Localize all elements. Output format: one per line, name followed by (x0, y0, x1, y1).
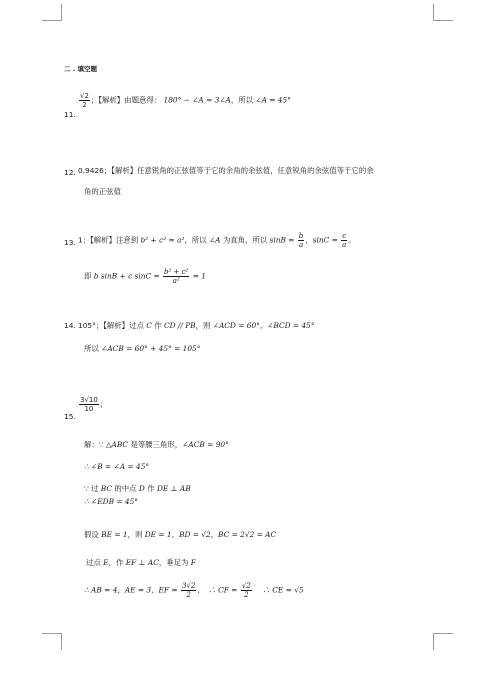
q11-result: ∠A = 45° (255, 95, 291, 105)
q14-angles: ∠ACD = 60°，∠BCD = 45° (212, 321, 315, 330)
q15-l5-intro: 假设 (84, 530, 102, 539)
q15-l7-cf: ， ∴ CF = (197, 585, 238, 595)
q14-connector-2: ，则 (195, 321, 213, 330)
crop-mark-top-right-vertical (433, 4, 434, 21)
q15-l6-intro: 过点 (86, 558, 104, 567)
q15-answer-denominator: 10 (84, 405, 94, 413)
q13-number: 13. (64, 238, 76, 247)
q11-answer-numerator: √2 (80, 92, 89, 100)
q15-l7-fraction-ef (181, 582, 196, 599)
q14-number: 14. (64, 321, 76, 330)
q13-frac3-num: b² + c² (164, 268, 189, 276)
q15-l7-ce: ∴ CE = √5 (255, 585, 304, 595)
q13-angle-a: ∠A (208, 235, 221, 245)
q15-l7-f1-den: 2 (186, 591, 191, 599)
q13-connector-1: ，所以 (184, 235, 209, 245)
q13-frac2-den: a (342, 241, 347, 249)
q13-sinc: sinC = (312, 235, 338, 245)
q15-l6-e: E (103, 558, 109, 567)
q13-fraction-sum (163, 268, 189, 285)
crop-mark-bottom-right-horizontal (433, 633, 453, 634)
q13-line-2 (84, 268, 206, 285)
q15-l7-f1-num: 3√2 (181, 582, 196, 590)
q15-l3-text2: 作 (144, 484, 157, 493)
q15-answer-tail: ； (99, 399, 108, 409)
q13-intro: 1；【解析】注意到 (78, 235, 141, 245)
q13-frac1-den: a (298, 241, 304, 249)
q13-line2-equation: b sinB + c sinC = (93, 271, 160, 281)
q13-fraction-b-over-a (298, 232, 304, 249)
q15-number: 15. (64, 412, 76, 421)
q11-connector: ，所以 (230, 95, 256, 105)
q15-answer (78, 396, 107, 413)
q14-point-c: C (146, 321, 152, 330)
q15-l1-angle: ∠ACB = 90° (182, 440, 229, 449)
crop-mark-bottom-left-horizontal (42, 633, 62, 634)
q14-line2-intro: 所以 (84, 344, 102, 353)
crop-mark-top-right-horizontal (433, 20, 453, 21)
q11-number: 11. (64, 110, 76, 119)
q13-line-1 (78, 232, 356, 249)
q15-l7-f2-num: √2 (241, 582, 251, 590)
crop-mark-top-left-vertical (61, 4, 62, 21)
q15-line-4: ∴ ∠EDB = 45° (84, 497, 138, 506)
q14-intro: 105°；【解析】过点 (78, 321, 147, 330)
q15-l3-intro: ∵ 过 (84, 484, 101, 493)
q15-line-5 (84, 530, 276, 540)
q15-line-7 (84, 582, 304, 599)
q12-number: 12. (64, 168, 76, 177)
q14-connector-1: 作 (151, 321, 164, 330)
crop-mark-bottom-right-vertical (433, 633, 434, 650)
q13-fraction-c-over-a (341, 232, 347, 249)
q15-line-2: ∴ ∠B = ∠A = 45° (84, 462, 150, 471)
q15-l3-d: D (138, 484, 145, 493)
q11-line (78, 92, 291, 109)
q15-answer-fraction (79, 396, 99, 413)
section-title: 二 . 填空题 (64, 65, 97, 73)
q11-equation: 180° − ∠A = 3∠A (163, 95, 231, 105)
q13-frac2-num: c (342, 232, 347, 240)
q13-period: 。 (348, 235, 356, 245)
q14-line-2 (84, 344, 200, 354)
q15-l3-bc: BC (100, 484, 113, 493)
q14-parallel: CD // PB (163, 321, 196, 330)
q15-answer-numerator: 3√10 (80, 396, 98, 404)
q15-line-6 (86, 558, 196, 568)
q13-pythagorean: b² + c² = a² (140, 235, 185, 245)
q13-line2-intro: 即 (84, 271, 94, 281)
q15-l1-text: 是等腰三角形， (128, 440, 183, 449)
q13-frac3-den: a² (172, 277, 180, 285)
q15-l3-text: 的中点 (112, 484, 139, 493)
q15-l7-f2-den: 2 (244, 591, 249, 599)
q15-l7-fraction-cf (241, 582, 252, 599)
q15-l6-f: F (190, 558, 196, 567)
q15-l5-lengths: DE = 1，BD = √2，BC = 2√2 = AC (144, 530, 277, 539)
crop-mark-top-left-horizontal (42, 20, 62, 21)
q15-l6-text: ，作 (108, 558, 126, 567)
q15-line-3 (84, 484, 191, 494)
q15-l5-text: ，则 (127, 530, 145, 539)
q15-l6-perp: EF ⊥ AC (125, 558, 159, 567)
q12-line-2: 角的正弦值 (84, 187, 121, 196)
q15-l7-lengths: ∴ AB = 4，AE = 3，EF = (84, 585, 178, 595)
q13-connector-2: 为直角，所以 (220, 235, 270, 245)
q15-l1-triangle: △ABC (105, 440, 129, 449)
q14-line2-result: ∠ACB = 60° + 45° = 105° (101, 344, 201, 353)
q11-answer-denominator: 2 (82, 101, 87, 109)
q13-frac1-num: b (298, 232, 304, 240)
q14-line-1 (78, 321, 315, 331)
q13-line2-result: = 1 (192, 271, 206, 281)
q15-l6-text2: ，垂足为 (158, 558, 191, 567)
q13-comma: ， (305, 235, 313, 245)
q13-sinb: sinB = (269, 235, 295, 245)
q15-l3-perp: DE ⊥ AB (156, 484, 191, 493)
q12-line-1: 0.9426；【解析】任意锐角的正弦值等于它的余角的余弦值，任意锐角的余弦值等于它的余 (78, 166, 374, 175)
crop-mark-bottom-left-vertical (61, 633, 62, 650)
q15-l1-intro: 解：∵ (84, 440, 106, 449)
q15-line-1 (84, 440, 229, 450)
q11-answer-fraction (79, 92, 90, 109)
q11-explanation-label: ；【解析】由题意得： (90, 95, 162, 105)
q15-l5-be: BE = 1 (101, 530, 128, 539)
